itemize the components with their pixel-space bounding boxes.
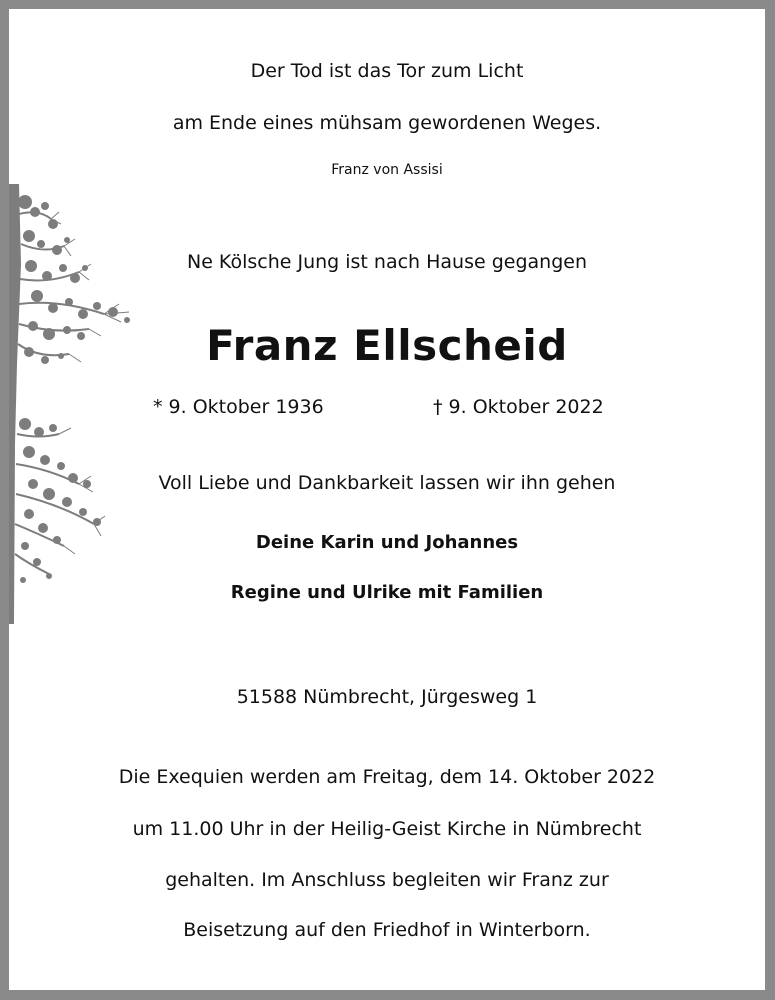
quote-author: Franz von Assisi: [331, 162, 443, 178]
service-line-3: gehalten. Im Anschluss begleiten wir Franz zur: [165, 869, 609, 891]
tree-silhouette-icon: [9, 184, 149, 624]
quote-line-2: am Ende eines mühsam gewordenen Weges.: [172, 112, 602, 134]
deceased-name: Franz Ellscheid: [206, 321, 568, 370]
service-line-1: Die Exequien werden am Freitag, dem 14. Oktober 2022: [118, 766, 656, 788]
intro-text: Ne Kölsche Jung ist nach Hause gegangen: [186, 251, 588, 273]
service-line-4: Beisetzung auf den Friedhof in Winterborn.: [183, 919, 591, 941]
quote-line-1: Der Tod ist das Tor zum Licht: [250, 60, 524, 82]
mourners-line-1: Deine Karin und Johannes: [255, 532, 519, 553]
service-line-2: um 11.00 Uhr in der Heilig-Geist Kirche in Nümbrecht: [132, 818, 642, 840]
farewell-text: Voll Liebe und Dankbarkeit lassen wir ihn gehen: [158, 472, 616, 494]
birth-date: * 9. Oktober 1936: [153, 396, 324, 418]
obituary-card: [9, 9, 765, 990]
death-date: † 9. Oktober 2022: [433, 396, 604, 418]
address: 51588 Nümbrecht, Jürgesweg 1: [236, 686, 538, 708]
mourners-line-2: Regine und Ulrike mit Familien: [230, 582, 544, 603]
